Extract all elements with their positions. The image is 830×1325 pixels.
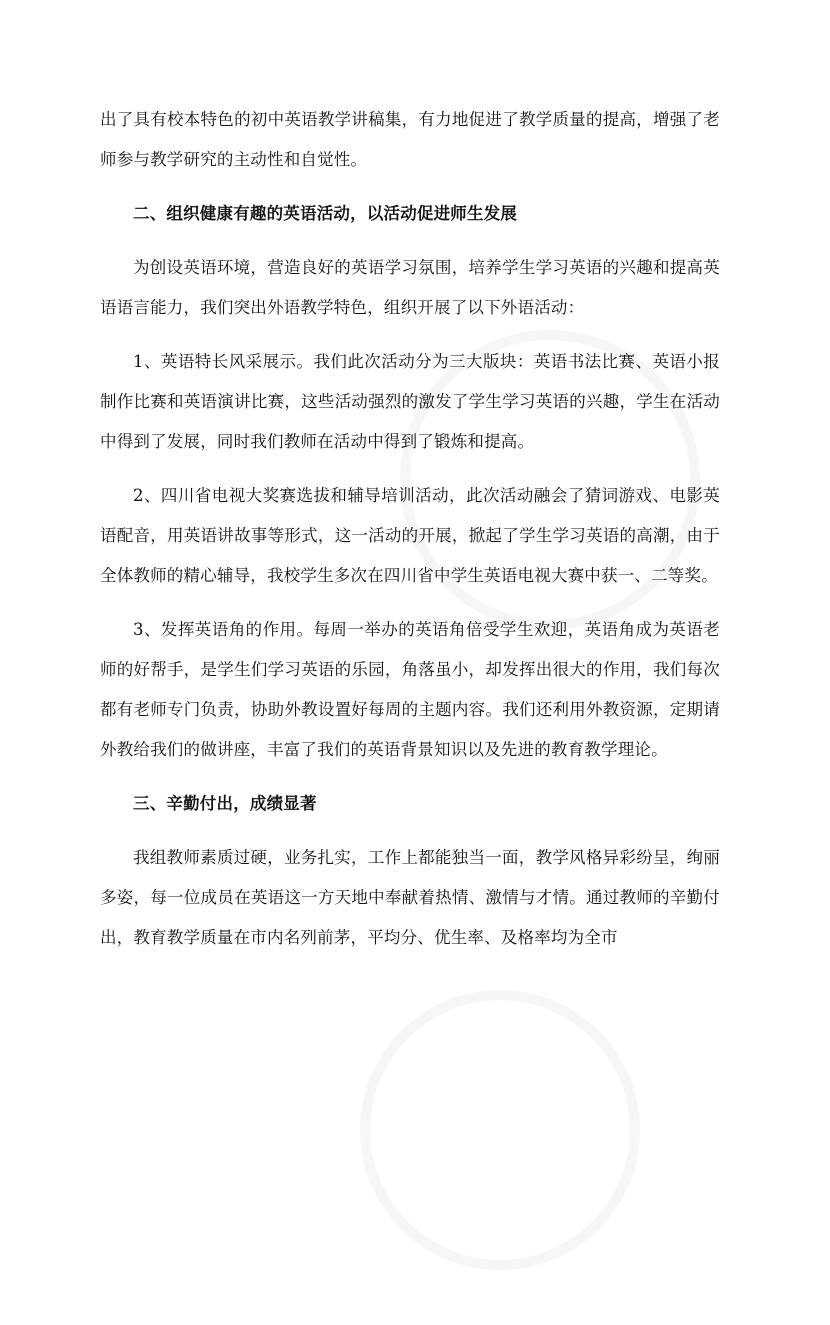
paragraph-activity-1: 1、英语特长风采展示。我们此次活动分为三大版块：英语书法比赛、英语小报制作比赛和英语演讲比赛，这些活动强烈的激发了学生学习英语的兴趣，学生在活动中得到了发展，同时我们教师在活动中得到了锻炼和提高。 bbox=[100, 352, 720, 451]
watermark-seal bbox=[305, 935, 695, 1325]
section-heading-results: 三、辛勤付出，成绩显著 bbox=[133, 794, 317, 813]
paragraph-results: 我组教师素质过硬，业务扎实，工作上都能独当一面，教学风格异彩纷呈，绚丽多姿，每一位成员在英语这一方天地中奉献着热情、激情与才情。通过教师的辛勤付出，教育教学质量在市内名列前茅，平均分、优生率、及格率均为全市 bbox=[100, 848, 720, 947]
paragraph-activity-3: 3、发挥英语角的作用。每周一举办的英语角倍受学生欢迎，英语角成为英语老师的好帮手，是学生们学习英语的乐园，角落虽小，却发挥出很大的作用，我们每次都有老师专门负责，协助外教设置好每周的主题内容。我们还利用外教资源，定期请外教给我们的做讲座，丰富了我们的英语背景知识以及先进的教育教学理论。 bbox=[100, 620, 720, 759]
document-body bbox=[100, 100, 720, 958]
paragraph-activities-intro: 为创设英语环境，营造良好的英语学习氛围，培养学生学习英语的兴趣和提高英语语言能力，我们突出外语教学特色，组织开展了以下外语活动： bbox=[100, 258, 720, 317]
paragraph-activity-2: 2、四川省电视大奖赛选拔和辅导培训活动，此次活动融会了猜词游戏、电影英语配音，用英语讲故事等形式，这一活动的开展，掀起了学生学习英语的高潮，由于全体教师的精心辅导，我校学生多次在四川省中学生英语电视大赛中获一、二等奖。 bbox=[100, 486, 720, 585]
paragraph-continuation: 出了具有校本特色的初中英语教学讲稿集，有力地促进了教学质量的提高，增强了老师参与教学研究的主动性和自觉性。 bbox=[100, 110, 720, 169]
section-heading-activities: 二、组织健康有趣的英语活动，以活动促进师生发展 bbox=[133, 204, 518, 223]
